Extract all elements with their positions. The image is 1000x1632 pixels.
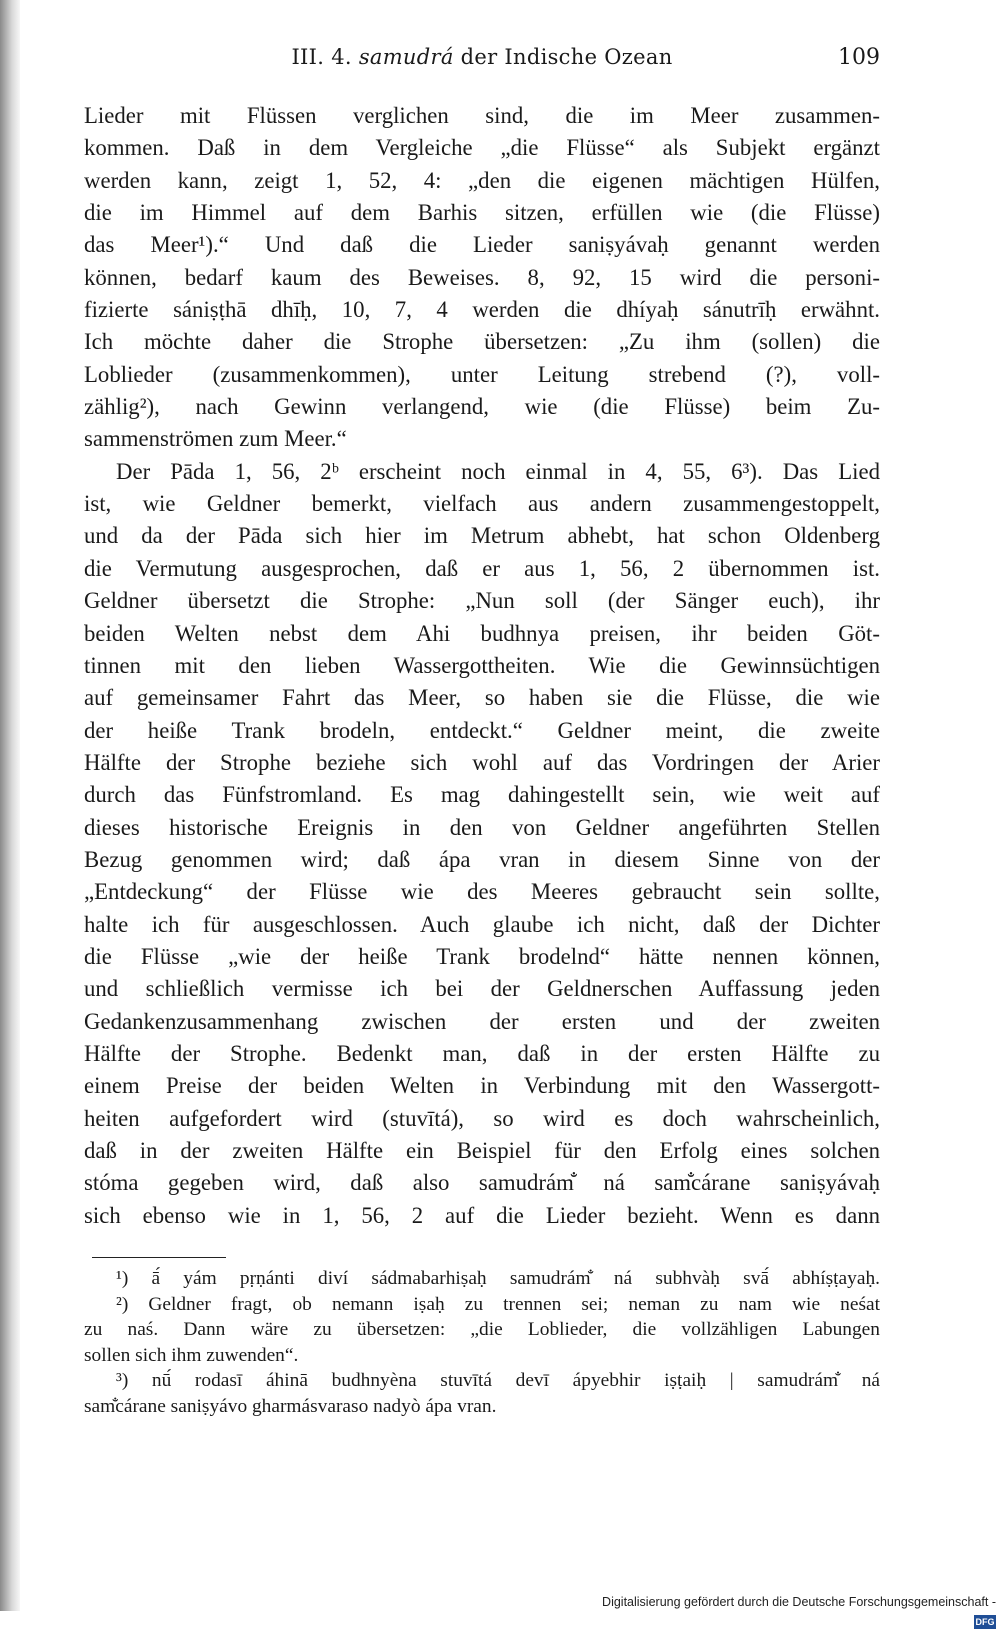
footnote-line: ¹) ā́ yám pṛṇánti diví sádmabarhiṣaḥ samudrám̐ ná subhvàḥ svā́ abhíṣṭayaḥ.	[116, 1268, 880, 1289]
body-line: Hälfte der Strophe. Bedenkt man, daß in der ersten Hälfte zu	[84, 1040, 880, 1066]
body-line: heiten aufgefordert wird (stuvītá), so wird es doch wahrscheinlich,	[84, 1105, 880, 1131]
body-line: Lieder mit Flüssen verglichen sind, die im Meer zusammen-	[84, 103, 880, 128]
body-line: und da der Pāda sich hier im Metrum abhebt, hat schon Oldenberg	[84, 523, 880, 549]
body-line: die Vermutung ausgesprochen, daß er aus 1, 56, 2 übernommen ist.	[84, 555, 880, 581]
body-line: Loblieder (zusammenkommen), unter Leitung strebend (?), voll-	[84, 361, 880, 387]
footnote-line: ³) nū́ rodasī áhinā budhnyèna stuvītá devī ápyebhir iṣṭaiḥ | samudrám̐ ná	[116, 1370, 880, 1392]
footnote-divider	[92, 1257, 226, 1258]
body-line: Gedankenzusammenhang zwischen der ersten und der zweiten	[84, 1008, 880, 1034]
body-line: das Meer¹).“ Und daß die Lieder saniṣyávaḥ genannt werden	[84, 232, 880, 258]
body-line: sammenströmen zum Meer.“	[84, 426, 347, 452]
body-line: die im Himmel auf dem Barhis sitzen, erfüllen wie (die Flüsse)	[84, 200, 880, 226]
body-line: „Entdeckung“ der Flüsse wie des Meeres gebraucht sein sollte,	[84, 879, 880, 905]
chapter-number: III. 4.	[291, 45, 352, 69]
body-line: dieses historische Ereignis in den von Geldner angeführten Stellen	[84, 814, 880, 840]
body-line: fizierte sániṣṭhā dhīḥ, 10, 7, 4 werden die dhíyaḥ sánutrīḥ erwähnt.	[84, 297, 880, 323]
footnote-line: sam̐cárane saniṣyávo gharmásvaraso nadyò ápa vran.	[84, 1395, 497, 1417]
body-line: Hälfte der Strophe beziehe sich wohl auf das Vordringen der Arier	[84, 749, 880, 775]
chapter-term: samudrá	[358, 45, 454, 69]
body-line: können, bedarf kaum des Beweises. 8, 92, 15 wird die personi-	[84, 264, 880, 290]
digitization-credit	[600, 1591, 1000, 1628]
body-line: durch das Fünfstromland. Es mag dahingestellt sein, wie weit auf	[84, 782, 880, 808]
funding-credit-text: Digitalisierung gefördert durch die Deutsche Forschungsgemeinschaft -	[602, 1594, 996, 1609]
chapter-title: der Indische Ozean	[460, 45, 673, 69]
body-line: Ich möchte daher die Strophe übersetzen: „Zu ihm (sollen) die	[84, 329, 880, 355]
dfg-logo: DFG	[975, 1617, 995, 1628]
footnote-line: zu naś. Dann wäre zu übersetzen: „die Loblieder, die vollzähligen Labungen	[84, 1319, 880, 1341]
body-line: tinnen mit den lieben Wassergottheiten. Wie die Gewinnsüchtigen	[84, 652, 880, 678]
running-title	[84, 45, 880, 69]
body-line: die Flüsse „wie der heiße Trank brodelnd“ hätte nennen können,	[84, 943, 880, 969]
body-line: einem Preise der beiden Welten in Verbindung mit den Wassergott-	[84, 1073, 880, 1099]
footnote-line: sollen sich ihm zuwenden“.	[84, 1344, 299, 1366]
body-line: Bezug genommen wird; daß ápa vran in diesem Sinne von der	[84, 846, 880, 872]
body-line: ist, wie Geldner bemerkt, vielfach aus andern zusammengestoppelt,	[84, 491, 880, 517]
body-line: der heiße Trank brodeln, entdeckt.“ Geldner meint, die zweite	[84, 717, 880, 743]
body-line: Der Pāda 1, 56, 2ᵇ erscheint noch einmal in 4, 55, 6³). Das Lied	[116, 458, 880, 484]
body-line: beiden Welten nebst dem Ahi budhnya preisen, ihr beiden Göt-	[84, 620, 880, 646]
footnotes	[84, 1266, 880, 1420]
body-line: und schließlich vermisse ich bei der Geldnerschen Auffassung jeden	[84, 976, 880, 1002]
body-line: werden kann, zeigt 1, 52, 4: „den die eigenen mächtigen Hülfen,	[84, 167, 880, 193]
footnote-line: ²) Geldner fragt, ob nemann iṣaḥ zu trennen sei; neman zu nam wie neśat	[116, 1293, 880, 1315]
running-head	[84, 45, 880, 75]
page-number: 109	[838, 45, 880, 70]
body-line: auf gemeinsamer Fahrt das Meer, so haben sie die Flüsse, die wie	[84, 685, 880, 711]
body-line: Geldner übersetzt die Strophe: „Nun soll (der Sänger euch), ihr	[84, 588, 880, 614]
body-line: daß in der zweiten Hälfte ein Beispiel für den Erfolg eines solchen	[84, 1138, 880, 1163]
body-line: zählig²), nach Gewinn verlangend, wie (die Flüsse) beim Zu-	[84, 394, 880, 420]
body-line: stóma gegeben wird, daß also samudrám̐ ná sam̐cárane saniṣyávaḥ	[84, 1170, 880, 1196]
scan-gutter-shadow	[0, 0, 20, 1611]
body-line: kommen. Daß in dem Vergleiche „die Flüsse“ als Subjekt ergänzt	[84, 135, 880, 161]
body-text	[84, 100, 880, 1232]
body-line: halte ich für ausgeschlossen. Auch glaube ich nicht, daß der Dichter	[84, 911, 880, 937]
body-line: sich ebenso wie in 1, 56, 2 auf die Lieder bezieht. Wenn es dann	[84, 1202, 880, 1228]
